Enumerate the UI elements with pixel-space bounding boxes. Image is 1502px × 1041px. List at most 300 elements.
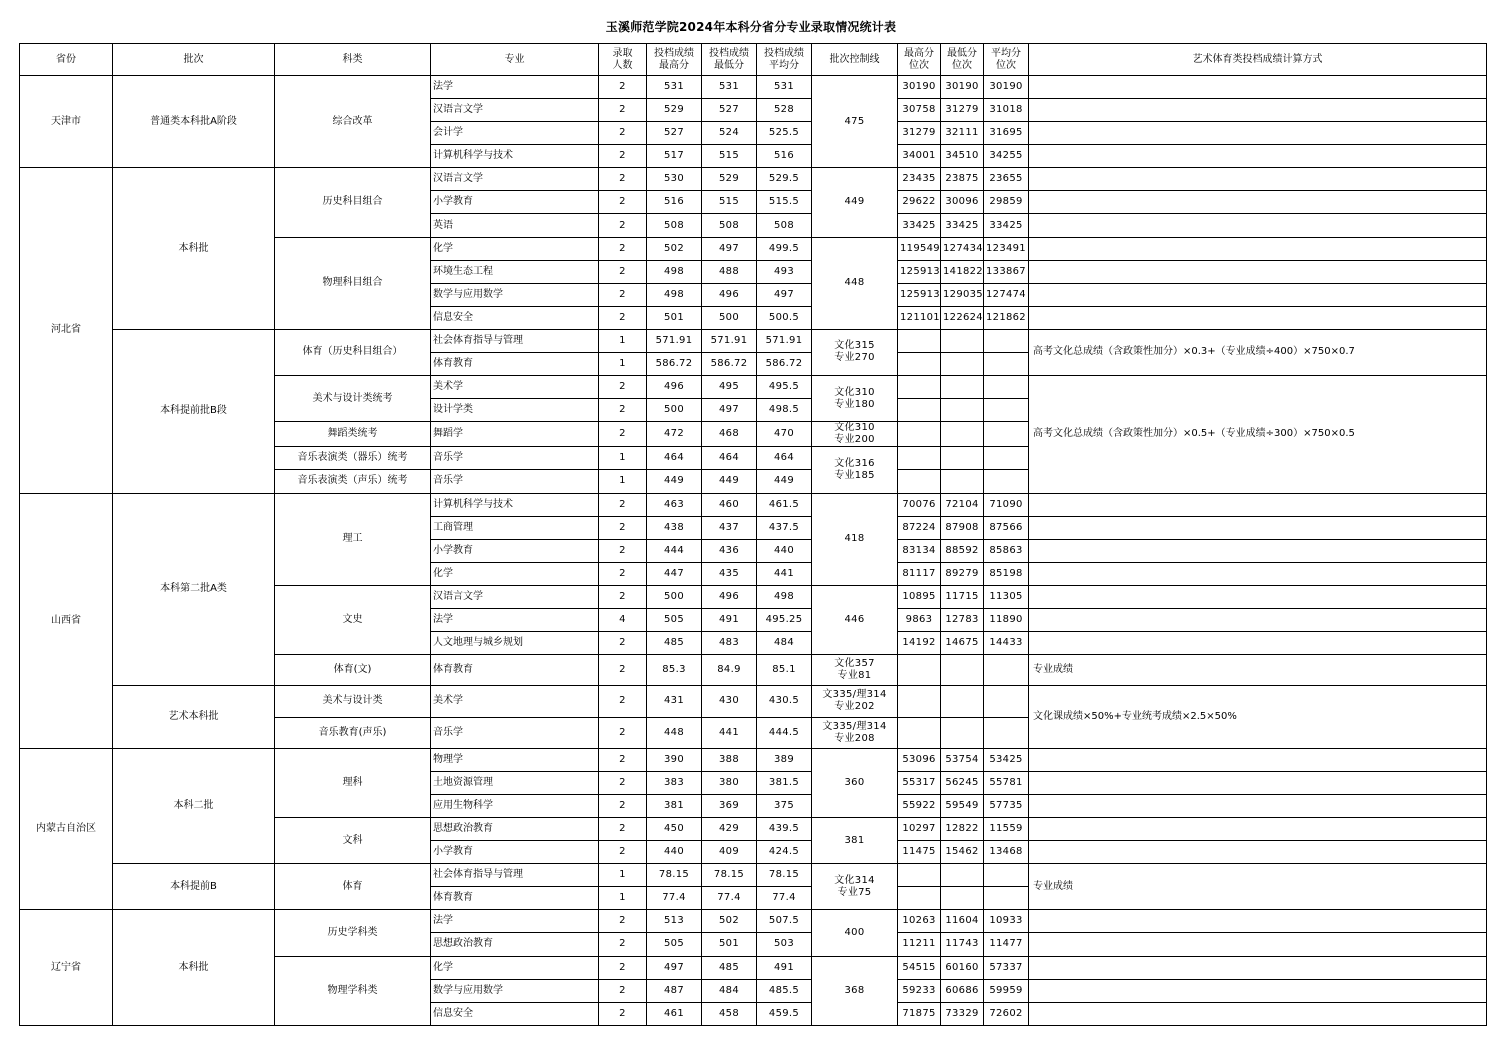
control-line-cell: 400 — [812, 910, 898, 956]
rank-max-cell: 55317 — [898, 771, 941, 794]
major-cell: 设计学类 — [431, 399, 599, 422]
avg-score-cell: 389 — [757, 748, 812, 771]
control-line-culture: 文化357 — [834, 658, 875, 670]
min-score-cell: 441 — [702, 717, 757, 748]
major-cell: 土地资源管理 — [431, 771, 599, 794]
rank-min-cell: 14675 — [941, 632, 984, 655]
min-score-cell: 515 — [702, 145, 757, 168]
rank-avg-cell — [984, 717, 1029, 748]
avg-score-cell: 78.15 — [757, 864, 812, 887]
avg-score-cell: 493 — [757, 260, 812, 283]
major-cell: 舞蹈学 — [431, 422, 599, 447]
major-cell: 思想政治教育 — [431, 818, 599, 841]
major-cell: 数学与应用数学 — [431, 283, 599, 306]
rank-min-cell — [941, 887, 984, 910]
formula-cell: 高考文化总成绩（含政策性加分）×0.5+（专业成绩÷300）×750×0.5 — [1029, 376, 1487, 494]
max-score-cell: 508 — [647, 214, 702, 237]
formula-cell — [1029, 306, 1487, 329]
admission-table — [19, 43, 1487, 1026]
max-score-cell: 505 — [647, 933, 702, 956]
max-score-cell: 531 — [647, 76, 702, 99]
table-row — [20, 864, 1487, 887]
rank-max-cell: 29622 — [898, 191, 941, 214]
category-cell: 美术与设计类 — [275, 686, 431, 717]
rank-min-cell — [941, 329, 984, 352]
rank-max-cell: 23435 — [898, 168, 941, 191]
rank-max-cell: 11475 — [898, 841, 941, 864]
avg-score-cell: 503 — [757, 933, 812, 956]
header-enroll: 录取 人数 — [599, 44, 647, 76]
enroll-cell: 2 — [599, 76, 647, 99]
rank-avg-cell — [984, 655, 1029, 686]
formula-cell — [1029, 794, 1487, 817]
enroll-cell: 2 — [599, 99, 647, 122]
avg-score-cell: 464 — [757, 447, 812, 470]
rank-min-cell: 33425 — [941, 214, 984, 237]
avg-score-cell: 525.5 — [757, 122, 812, 145]
rank-avg-cell: 31695 — [984, 122, 1029, 145]
rank-max-cell: 59233 — [898, 979, 941, 1002]
max-score-cell: 500 — [647, 399, 702, 422]
rank-min-cell: 15462 — [941, 841, 984, 864]
rank-max-cell: 125913 — [898, 260, 941, 283]
header-rank-min: 最低分 位次 — [941, 44, 984, 76]
rank-avg-cell: 55781 — [984, 771, 1029, 794]
category-cell: 体育(文) — [275, 655, 431, 686]
header-major: 专业 — [431, 44, 599, 76]
avg-score-cell: 516 — [757, 145, 812, 168]
major-cell: 会计学 — [431, 122, 599, 145]
control-line-major: 专业75 — [837, 886, 872, 898]
rank-avg-cell: 57735 — [984, 794, 1029, 817]
min-score-cell: 571.91 — [702, 329, 757, 352]
rank-max-cell — [898, 655, 941, 686]
table-row — [20, 910, 1487, 933]
enroll-cell: 2 — [599, 818, 647, 841]
category-cell: 体育 — [275, 864, 431, 910]
batch-cell: 艺术本科批 — [113, 686, 275, 749]
rank-min-cell — [941, 422, 984, 447]
rank-min-cell: 30190 — [941, 76, 984, 99]
min-score-cell: 500 — [702, 306, 757, 329]
formula-cell — [1029, 145, 1487, 168]
avg-score-cell: 470 — [757, 422, 812, 447]
province-cell: 天津市 — [20, 76, 113, 168]
min-score-cell: 485 — [702, 956, 757, 979]
rank-max-cell: 31279 — [898, 122, 941, 145]
min-score-cell: 497 — [702, 399, 757, 422]
major-cell: 美术学 — [431, 686, 599, 717]
rank-avg-cell: 31018 — [984, 99, 1029, 122]
rank-min-cell — [941, 717, 984, 748]
max-score-cell: 440 — [647, 841, 702, 864]
avg-score-cell: 437.5 — [757, 516, 812, 539]
rank-max-cell: 14192 — [898, 632, 941, 655]
rank-max-cell — [898, 864, 941, 887]
max-score-cell: 530 — [647, 168, 702, 191]
major-cell: 法学 — [431, 910, 599, 933]
avg-score-cell: 440 — [757, 539, 812, 562]
control-line-culture: 文化316 — [834, 457, 875, 469]
min-score-cell: 458 — [702, 1002, 757, 1025]
rank-max-cell: 30758 — [898, 99, 941, 122]
header-max: 投档成绩 最高分 — [647, 44, 702, 76]
rank-min-cell: 141822 — [941, 260, 984, 283]
enroll-cell: 2 — [599, 717, 647, 748]
rank-avg-cell — [984, 352, 1029, 375]
avg-score-cell: 85.1 — [757, 655, 812, 686]
max-score-cell: 516 — [647, 191, 702, 214]
enroll-cell: 2 — [599, 956, 647, 979]
major-cell: 思想政治教育 — [431, 933, 599, 956]
enroll-cell: 2 — [599, 933, 647, 956]
max-score-cell: 444 — [647, 539, 702, 562]
rank-avg-cell: 72602 — [984, 1002, 1029, 1025]
max-score-cell: 517 — [647, 145, 702, 168]
max-score-cell: 527 — [647, 122, 702, 145]
formula-cell — [1029, 214, 1487, 237]
header-category: 科类 — [275, 44, 431, 76]
major-cell: 汉语言文学 — [431, 168, 599, 191]
major-cell: 计算机科学与技术 — [431, 145, 599, 168]
rank-min-cell: 89279 — [941, 562, 984, 585]
control-line-major: 专业185 — [834, 469, 875, 481]
rank-min-cell: 32111 — [941, 122, 984, 145]
formula-cell: 专业成绩 — [1029, 864, 1487, 910]
major-cell: 音乐学 — [431, 470, 599, 493]
control-line-cell: 368 — [812, 956, 898, 1025]
control-line-culture: 文化310 — [834, 386, 875, 398]
rank-max-cell: 11211 — [898, 933, 941, 956]
formula-cell — [1029, 910, 1487, 933]
formula-cell — [1029, 122, 1487, 145]
formula-cell — [1029, 632, 1487, 655]
batch-cell: 本科批 — [113, 168, 275, 330]
rank-avg-cell — [984, 376, 1029, 399]
category-cell: 舞蹈类统考 — [275, 422, 431, 447]
header-batch: 批次 — [113, 44, 275, 76]
max-score-cell: 496 — [647, 376, 702, 399]
rank-min-cell: 60160 — [941, 956, 984, 979]
min-score-cell: 491 — [702, 608, 757, 631]
enroll-cell: 2 — [599, 655, 647, 686]
major-cell: 体育教育 — [431, 655, 599, 686]
enroll-cell: 2 — [599, 283, 647, 306]
enroll-cell: 2 — [599, 686, 647, 717]
batch-cell: 普通类本科批A阶段 — [113, 76, 275, 168]
enroll-cell: 2 — [599, 632, 647, 655]
control-line-major: 专业180 — [834, 398, 875, 410]
avg-score-cell: 529.5 — [757, 168, 812, 191]
control-line-cell: 449 — [812, 168, 898, 237]
rank-avg-cell: 11890 — [984, 608, 1029, 631]
rank-avg-cell: 30190 — [984, 76, 1029, 99]
header-control: 批次控制线 — [812, 44, 898, 76]
min-score-cell: 78.15 — [702, 864, 757, 887]
category-cell: 文史 — [275, 585, 431, 654]
rank-avg-cell: 29859 — [984, 191, 1029, 214]
table-row — [20, 748, 1487, 771]
rank-avg-cell: 87566 — [984, 516, 1029, 539]
province-cell: 河北省 — [20, 168, 113, 493]
rank-avg-cell: 85863 — [984, 539, 1029, 562]
max-score-cell: 438 — [647, 516, 702, 539]
major-cell: 小学教育 — [431, 841, 599, 864]
enroll-cell: 2 — [599, 1002, 647, 1025]
rank-min-cell — [941, 686, 984, 717]
formula-cell — [1029, 748, 1487, 771]
avg-score-cell: 498.5 — [757, 399, 812, 422]
min-score-cell: 527 — [702, 99, 757, 122]
category-cell: 理工 — [275, 493, 431, 585]
batch-cell: 本科第二批A类 — [113, 493, 275, 686]
rank-avg-cell: 11477 — [984, 933, 1029, 956]
rank-max-cell — [898, 352, 941, 375]
rank-max-cell: 54515 — [898, 956, 941, 979]
rank-max-cell: 30190 — [898, 76, 941, 99]
rank-max-cell: 10263 — [898, 910, 941, 933]
formula-cell — [1029, 562, 1487, 585]
avg-score-cell: 571.91 — [757, 329, 812, 352]
rank-avg-cell: 127474 — [984, 283, 1029, 306]
min-score-cell: 524 — [702, 122, 757, 145]
major-cell: 小学教育 — [431, 539, 599, 562]
min-score-cell: 529 — [702, 168, 757, 191]
formula-cell — [1029, 933, 1487, 956]
max-score-cell: 487 — [647, 979, 702, 1002]
rank-min-cell: 11715 — [941, 585, 984, 608]
enroll-cell: 2 — [599, 260, 647, 283]
formula-cell: 高考文化总成绩（含政策性加分）×0.3+（专业成绩÷400）×750×0.7 — [1029, 329, 1487, 375]
major-cell: 音乐学 — [431, 717, 599, 748]
formula-cell — [1029, 99, 1487, 122]
major-cell: 计算机科学与技术 — [431, 493, 599, 516]
province-cell: 辽宁省 — [20, 910, 113, 1026]
rank-min-cell: 129035 — [941, 283, 984, 306]
min-score-cell: 515 — [702, 191, 757, 214]
rank-avg-cell — [984, 887, 1029, 910]
major-cell: 环境生态工程 — [431, 260, 599, 283]
rank-avg-cell: 14433 — [984, 632, 1029, 655]
major-cell: 信息安全 — [431, 306, 599, 329]
category-cell: 物理学科类 — [275, 956, 431, 1025]
min-score-cell: 409 — [702, 841, 757, 864]
major-cell: 音乐学 — [431, 447, 599, 470]
rank-min-cell — [941, 447, 984, 470]
avg-score-cell: 497 — [757, 283, 812, 306]
max-score-cell: 463 — [647, 493, 702, 516]
rank-avg-cell — [984, 686, 1029, 717]
avg-score-cell: 499.5 — [757, 237, 812, 260]
batch-cell: 本科批 — [113, 910, 275, 1026]
formula-cell — [1029, 585, 1487, 608]
enroll-cell: 2 — [599, 376, 647, 399]
avg-score-cell: 430.5 — [757, 686, 812, 717]
rank-max-cell — [898, 470, 941, 493]
rank-max-cell: 10895 — [898, 585, 941, 608]
table-row — [20, 329, 1487, 352]
rank-min-cell: 56245 — [941, 771, 984, 794]
rank-max-cell — [898, 887, 941, 910]
max-score-cell: 502 — [647, 237, 702, 260]
rank-min-cell: 72104 — [941, 493, 984, 516]
max-score-cell: 381 — [647, 794, 702, 817]
min-score-cell: 380 — [702, 771, 757, 794]
control-line-culture: 文335/理314 — [822, 720, 887, 732]
max-score-cell: 505 — [647, 608, 702, 631]
category-cell: 理科 — [275, 748, 431, 817]
rank-max-cell: 9863 — [898, 608, 941, 631]
control-line-major: 专业202 — [834, 701, 875, 713]
min-score-cell: 501 — [702, 933, 757, 956]
max-score-cell: 383 — [647, 771, 702, 794]
min-score-cell: 531 — [702, 76, 757, 99]
enroll-cell: 2 — [599, 979, 647, 1002]
min-score-cell: 495 — [702, 376, 757, 399]
category-cell: 历史科目组合 — [275, 168, 431, 237]
rank-max-cell — [898, 329, 941, 352]
avg-score-cell: 500.5 — [757, 306, 812, 329]
min-score-cell: 497 — [702, 237, 757, 260]
max-score-cell: 450 — [647, 818, 702, 841]
rank-max-cell: 53096 — [898, 748, 941, 771]
header-avg: 投档成绩 平均分 — [757, 44, 812, 76]
header-rank-avg: 平均分 位次 — [984, 44, 1029, 76]
rank-max-cell: 81117 — [898, 562, 941, 585]
enroll-cell: 2 — [599, 794, 647, 817]
formula-cell — [1029, 283, 1487, 306]
max-score-cell: 498 — [647, 283, 702, 306]
rank-avg-cell: 121862 — [984, 306, 1029, 329]
avg-score-cell: 459.5 — [757, 1002, 812, 1025]
avg-score-cell: 528 — [757, 99, 812, 122]
max-score-cell: 571.91 — [647, 329, 702, 352]
major-cell: 法学 — [431, 608, 599, 631]
major-cell: 小学教育 — [431, 191, 599, 214]
category-cell: 物理科目组合 — [275, 237, 431, 329]
max-score-cell: 485 — [647, 632, 702, 655]
header-art-formula: 艺术体育类投档成绩计算方式 — [1029, 44, 1487, 76]
table-row — [20, 493, 1487, 516]
enroll-cell: 2 — [599, 493, 647, 516]
rank-avg-cell: 133867 — [984, 260, 1029, 283]
rank-avg-cell — [984, 470, 1029, 493]
major-cell: 社会体育指导与管理 — [431, 864, 599, 887]
rank-avg-cell — [984, 447, 1029, 470]
rank-min-cell: 11604 — [941, 910, 984, 933]
formula-cell — [1029, 191, 1487, 214]
max-score-cell: 78.15 — [647, 864, 702, 887]
control-line-cell: 360 — [812, 748, 898, 817]
major-cell: 化学 — [431, 562, 599, 585]
control-line-cell — [812, 864, 898, 910]
control-line-cell — [812, 422, 898, 447]
table-row — [20, 168, 1487, 191]
avg-score-cell: 495.5 — [757, 376, 812, 399]
rank-avg-cell: 11559 — [984, 818, 1029, 841]
rank-min-cell — [941, 399, 984, 422]
rank-max-cell — [898, 686, 941, 717]
max-score-cell: 586.72 — [647, 352, 702, 375]
formula-cell — [1029, 76, 1487, 99]
min-score-cell: 502 — [702, 910, 757, 933]
min-score-cell: 436 — [702, 539, 757, 562]
rank-avg-cell: 10933 — [984, 910, 1029, 933]
rank-min-cell: 73329 — [941, 1002, 984, 1025]
control-line-cell: 446 — [812, 585, 898, 654]
control-line-major: 专业208 — [834, 732, 875, 744]
rank-min-cell: 122624 — [941, 306, 984, 329]
rank-avg-cell: 33425 — [984, 214, 1029, 237]
rank-max-cell: 33425 — [898, 214, 941, 237]
control-line-major: 专业200 — [834, 434, 875, 446]
rank-avg-cell: 53425 — [984, 748, 1029, 771]
category-cell: 文科 — [275, 818, 431, 864]
min-score-cell: 460 — [702, 493, 757, 516]
province-cell: 山西省 — [20, 493, 113, 748]
avg-score-cell: 507.5 — [757, 910, 812, 933]
min-score-cell: 488 — [702, 260, 757, 283]
enroll-cell: 2 — [599, 539, 647, 562]
rank-max-cell — [898, 717, 941, 748]
avg-score-cell: 77.4 — [757, 887, 812, 910]
formula-cell: 专业成绩 — [1029, 655, 1487, 686]
max-score-cell: 529 — [647, 99, 702, 122]
major-cell: 化学 — [431, 956, 599, 979]
min-score-cell: 435 — [702, 562, 757, 585]
rank-avg-cell — [984, 864, 1029, 887]
rank-max-cell: 34001 — [898, 145, 941, 168]
major-cell: 工商管理 — [431, 516, 599, 539]
rank-avg-cell: 71090 — [984, 493, 1029, 516]
enroll-cell: 1 — [599, 887, 647, 910]
formula-cell — [1029, 516, 1487, 539]
control-line-cell — [812, 717, 898, 748]
formula-cell — [1029, 818, 1487, 841]
control-line-cell — [812, 376, 898, 422]
min-score-cell: 449 — [702, 470, 757, 493]
avg-score-cell: 449 — [757, 470, 812, 493]
enroll-cell: 2 — [599, 771, 647, 794]
control-line-major: 专业81 — [837, 670, 872, 682]
enroll-cell: 2 — [599, 841, 647, 864]
enroll-cell: 1 — [599, 447, 647, 470]
major-cell: 美术学 — [431, 376, 599, 399]
formula-cell — [1029, 956, 1487, 979]
min-score-cell: 369 — [702, 794, 757, 817]
control-line-culture: 文化314 — [834, 874, 875, 886]
max-score-cell: 448 — [647, 717, 702, 748]
rank-max-cell — [898, 399, 941, 422]
major-cell: 社会体育指导与管理 — [431, 329, 599, 352]
min-score-cell: 496 — [702, 283, 757, 306]
rank-avg-cell: 59959 — [984, 979, 1029, 1002]
control-line-cell — [812, 447, 898, 493]
category-cell: 音乐教育(声乐) — [275, 717, 431, 748]
formula-cell — [1029, 979, 1487, 1002]
max-score-cell: 500 — [647, 585, 702, 608]
major-cell: 人文地理与城乡规划 — [431, 632, 599, 655]
rank-max-cell: 55922 — [898, 794, 941, 817]
enroll-cell: 4 — [599, 608, 647, 631]
min-score-cell: 484 — [702, 979, 757, 1002]
enroll-cell: 2 — [599, 748, 647, 771]
major-cell: 化学 — [431, 237, 599, 260]
min-score-cell: 586.72 — [702, 352, 757, 375]
avg-score-cell: 485.5 — [757, 979, 812, 1002]
max-score-cell: 77.4 — [647, 887, 702, 910]
enroll-cell: 2 — [599, 191, 647, 214]
